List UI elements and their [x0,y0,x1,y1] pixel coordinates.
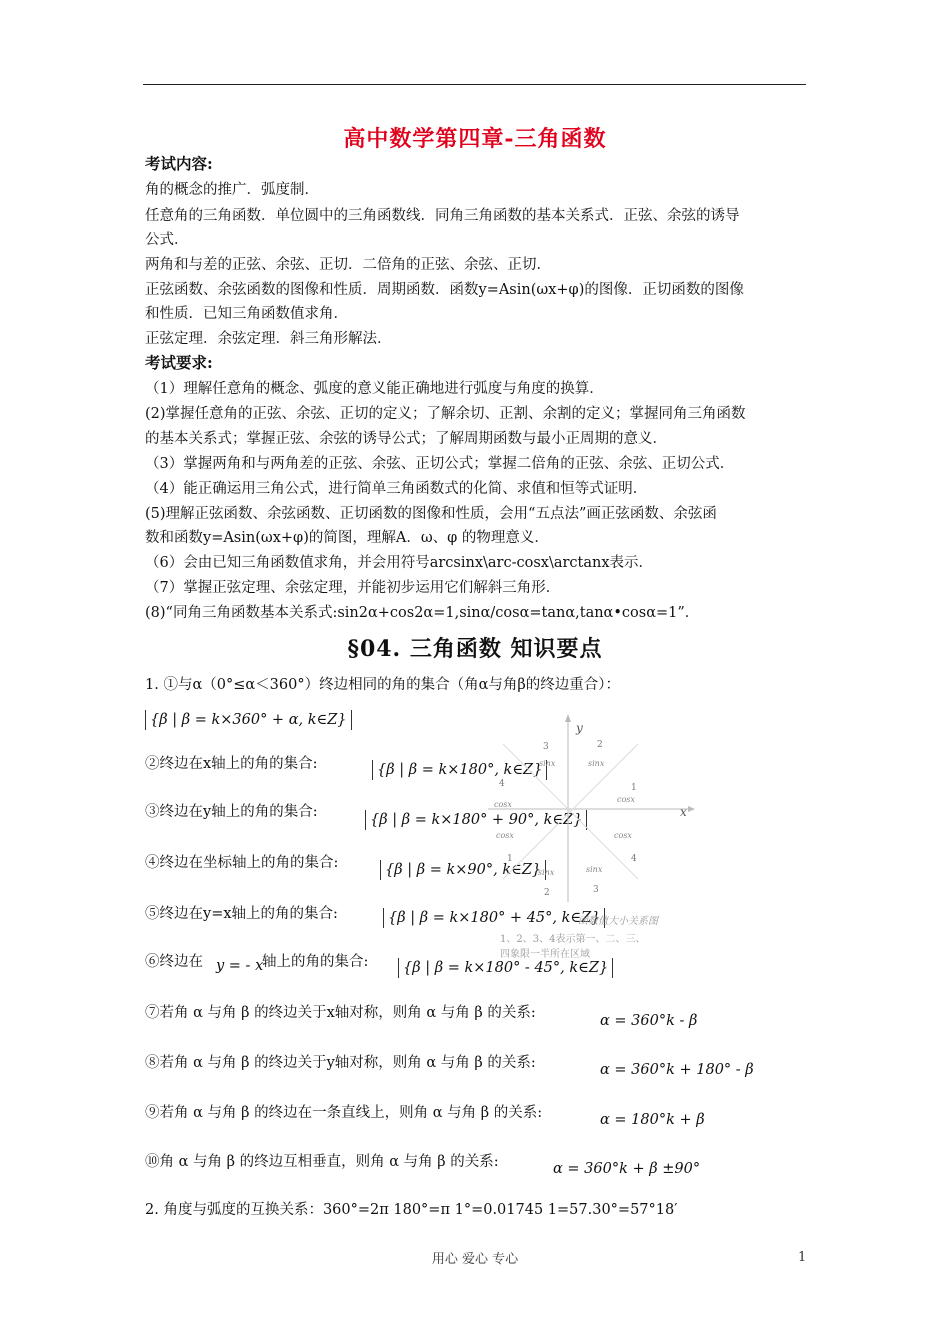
content-line: 正弦定理．余弦定理．斜三角形解法． [145,331,392,347]
requirement-line: （4）能正确运用三角公式，进行简单三角函数式的化简、求值和恒等式证明． [145,481,648,497]
diagram-caption: 四象限一半所在区域 [500,949,590,960]
quadrant-label: 2 [597,740,603,750]
content-line: 公式． [145,232,189,248]
x-axis-arrow-icon [688,806,695,812]
requirement-line: (8)“同角三角函数基本关系式:sin2α+cos2α=1,sinα/cosα=tanα,tanα•cosα=1”． [145,605,700,621]
item-6-math: y = - x [216,958,264,974]
item-2-label: ②终边在x轴上的角的集合: [145,756,318,772]
item-3-label: ③终边在y轴上的角的集合: [145,804,318,820]
quadrant-label: 3 [593,885,599,895]
item-7-formula: α = 360°k - β [600,1013,698,1029]
quadrant-label: 4 [631,854,637,864]
cosx-label: cosx [617,795,635,804]
trig-function-sign-diagram [488,712,703,962]
requirement-line: (2)掌握任意角的正弦、余弦、正切的定义；了解余切、正割、余割的定义；掌握同角三角函数 [145,406,746,422]
x-label: x [680,805,687,819]
cosx-label: cosx [496,831,514,840]
page-title: 高中数学第四章-三角函数 [343,126,607,152]
quadrant-label: 3 [543,742,549,752]
content-line: 正弦函数、余弦函数的图像和性质．周期函数．函数y=Asin(ωx+φ)的图像．正切函数的图像 [145,282,744,298]
sinx-label: sinx [539,759,556,768]
section-title: §04. 三角函数 知识要点 [347,636,603,662]
diagram-caption: 1、2、3、4表示第一、二、三、 [500,934,646,945]
item-2-formula: {β | β = k×180°, k∈Z} [372,760,547,780]
item-6-label-2: 轴上的角的集合: [262,954,369,970]
item-4-label: ④终边在坐标轴上的角的集合: [145,855,339,871]
requirement-line: （1）理解任意角的概念、弧度的意义能正确地进行弧度与角度的换算． [145,381,604,397]
page-number: 1 [798,1250,807,1265]
y-label: y [576,721,583,735]
item-3-formula: {β | β = k×180° + 90°, k∈Z} [365,810,587,830]
cosx-label: cosx [494,800,512,809]
item-1-formula: {β | β = k×360° + α, k∈Z} [145,710,352,730]
exam-requirements-heading: 考试要求: [145,353,213,372]
item-11-text: 2. 角度与弧度的互换关系：360°=2π 180°=π 1°=0.01745 1=57.30°=57°18′ [145,1202,678,1218]
item-4-formula: {β | β = k×90°, k∈Z} [380,860,546,880]
content-line: 角的概念的推广．弧度制． [145,182,319,198]
content-line: 和性质．已知三角函数值求角． [145,306,348,322]
quadrant-label: 1 [507,854,513,864]
diagram-caption: 函数值大小关系图 [578,916,658,927]
header-rule [143,84,806,85]
item-6-label: ⑥终边在 [145,954,203,970]
item-9-formula: α = 180°k + β [600,1112,705,1128]
requirement-line: 数和函数y=Asin(ωx+φ)的简图，理解A．ω、φ 的物理意义． [145,530,549,546]
item-5-formula: {β | β = k×180° + 45°, k∈Z} [383,908,605,928]
item-7-text: ⑦若角 α 与角 β 的终边关于x轴对称，则角 α 与角 β 的关系: [145,1005,536,1021]
quadrant-label: 4 [499,779,505,789]
quadrant-label: 1 [631,783,637,793]
requirement-line: （7）掌握正弦定理、余弦定理，并能初步运用它们解斜三角形． [145,580,561,596]
sinx-label: sinx [588,759,605,768]
requirement-line: （6）会由已知三角函数值求角，并会用符号arcsinx\arc-cosx\arctanx表示． [145,555,654,571]
item-1-text: 1. ①与α（0°≤α＜360°）终边相同的角的集合（角α与角β的终边重合）： [145,677,621,693]
content-line: 任意角的三角函数．单位圆中的三角函数线．同角三角函数的基本关系式．正弦、余弦的诱导 [145,208,740,224]
item-8-text: ⑧若角 α 与角 β 的终边关于y轴对称，则角 α 与角 β 的关系: [145,1055,536,1071]
item-10-formula: α = 360°k + β ±90° [553,1161,701,1177]
item-9-text: ⑨若角 α 与角 β 的终边在一条直线上，则角 α 与角 β 的关系: [145,1105,543,1121]
requirement-line: （3）掌握两角和与两角差的正弦、余弦、正切公式；掌握二倍角的正弦、余弦、正切公式． [145,456,735,472]
item-10-text: ⑩角 α 与角 β 的终边互相垂直，则角 α 与角 β 的关系: [145,1154,499,1170]
requirement-line: 的基本关系式；掌握正弦、余弦的诱导公式；了解周期函数与最小正周期的意义． [145,431,667,447]
item-8-formula: α = 360°k + 180° - β [600,1062,754,1078]
page-footer: 用心 爱心 专心 [431,1252,519,1267]
y-axis-arrow-icon [565,714,571,722]
exam-content-heading: 考试内容: [145,154,213,173]
content-line: 两角和与差的正弦、余弦、正切．二倍角的正弦、余弦、正切． [145,257,551,273]
item-5-label: ⑤终边在y=x轴上的角的集合: [145,906,338,922]
requirement-line: (5)理解正弦函数、余弦函数、正切函数的图像和性质，会用“五点法”画正弦函数、余弦函 [145,506,717,522]
cosx-label: cosx [614,831,632,840]
sinx-label: sinx [586,865,603,874]
sinx-label: sinx [538,868,555,877]
quadrant-label: 2 [544,888,550,898]
item-6-formula: {β | β = k×180° - 45°, k∈Z} [398,958,613,978]
